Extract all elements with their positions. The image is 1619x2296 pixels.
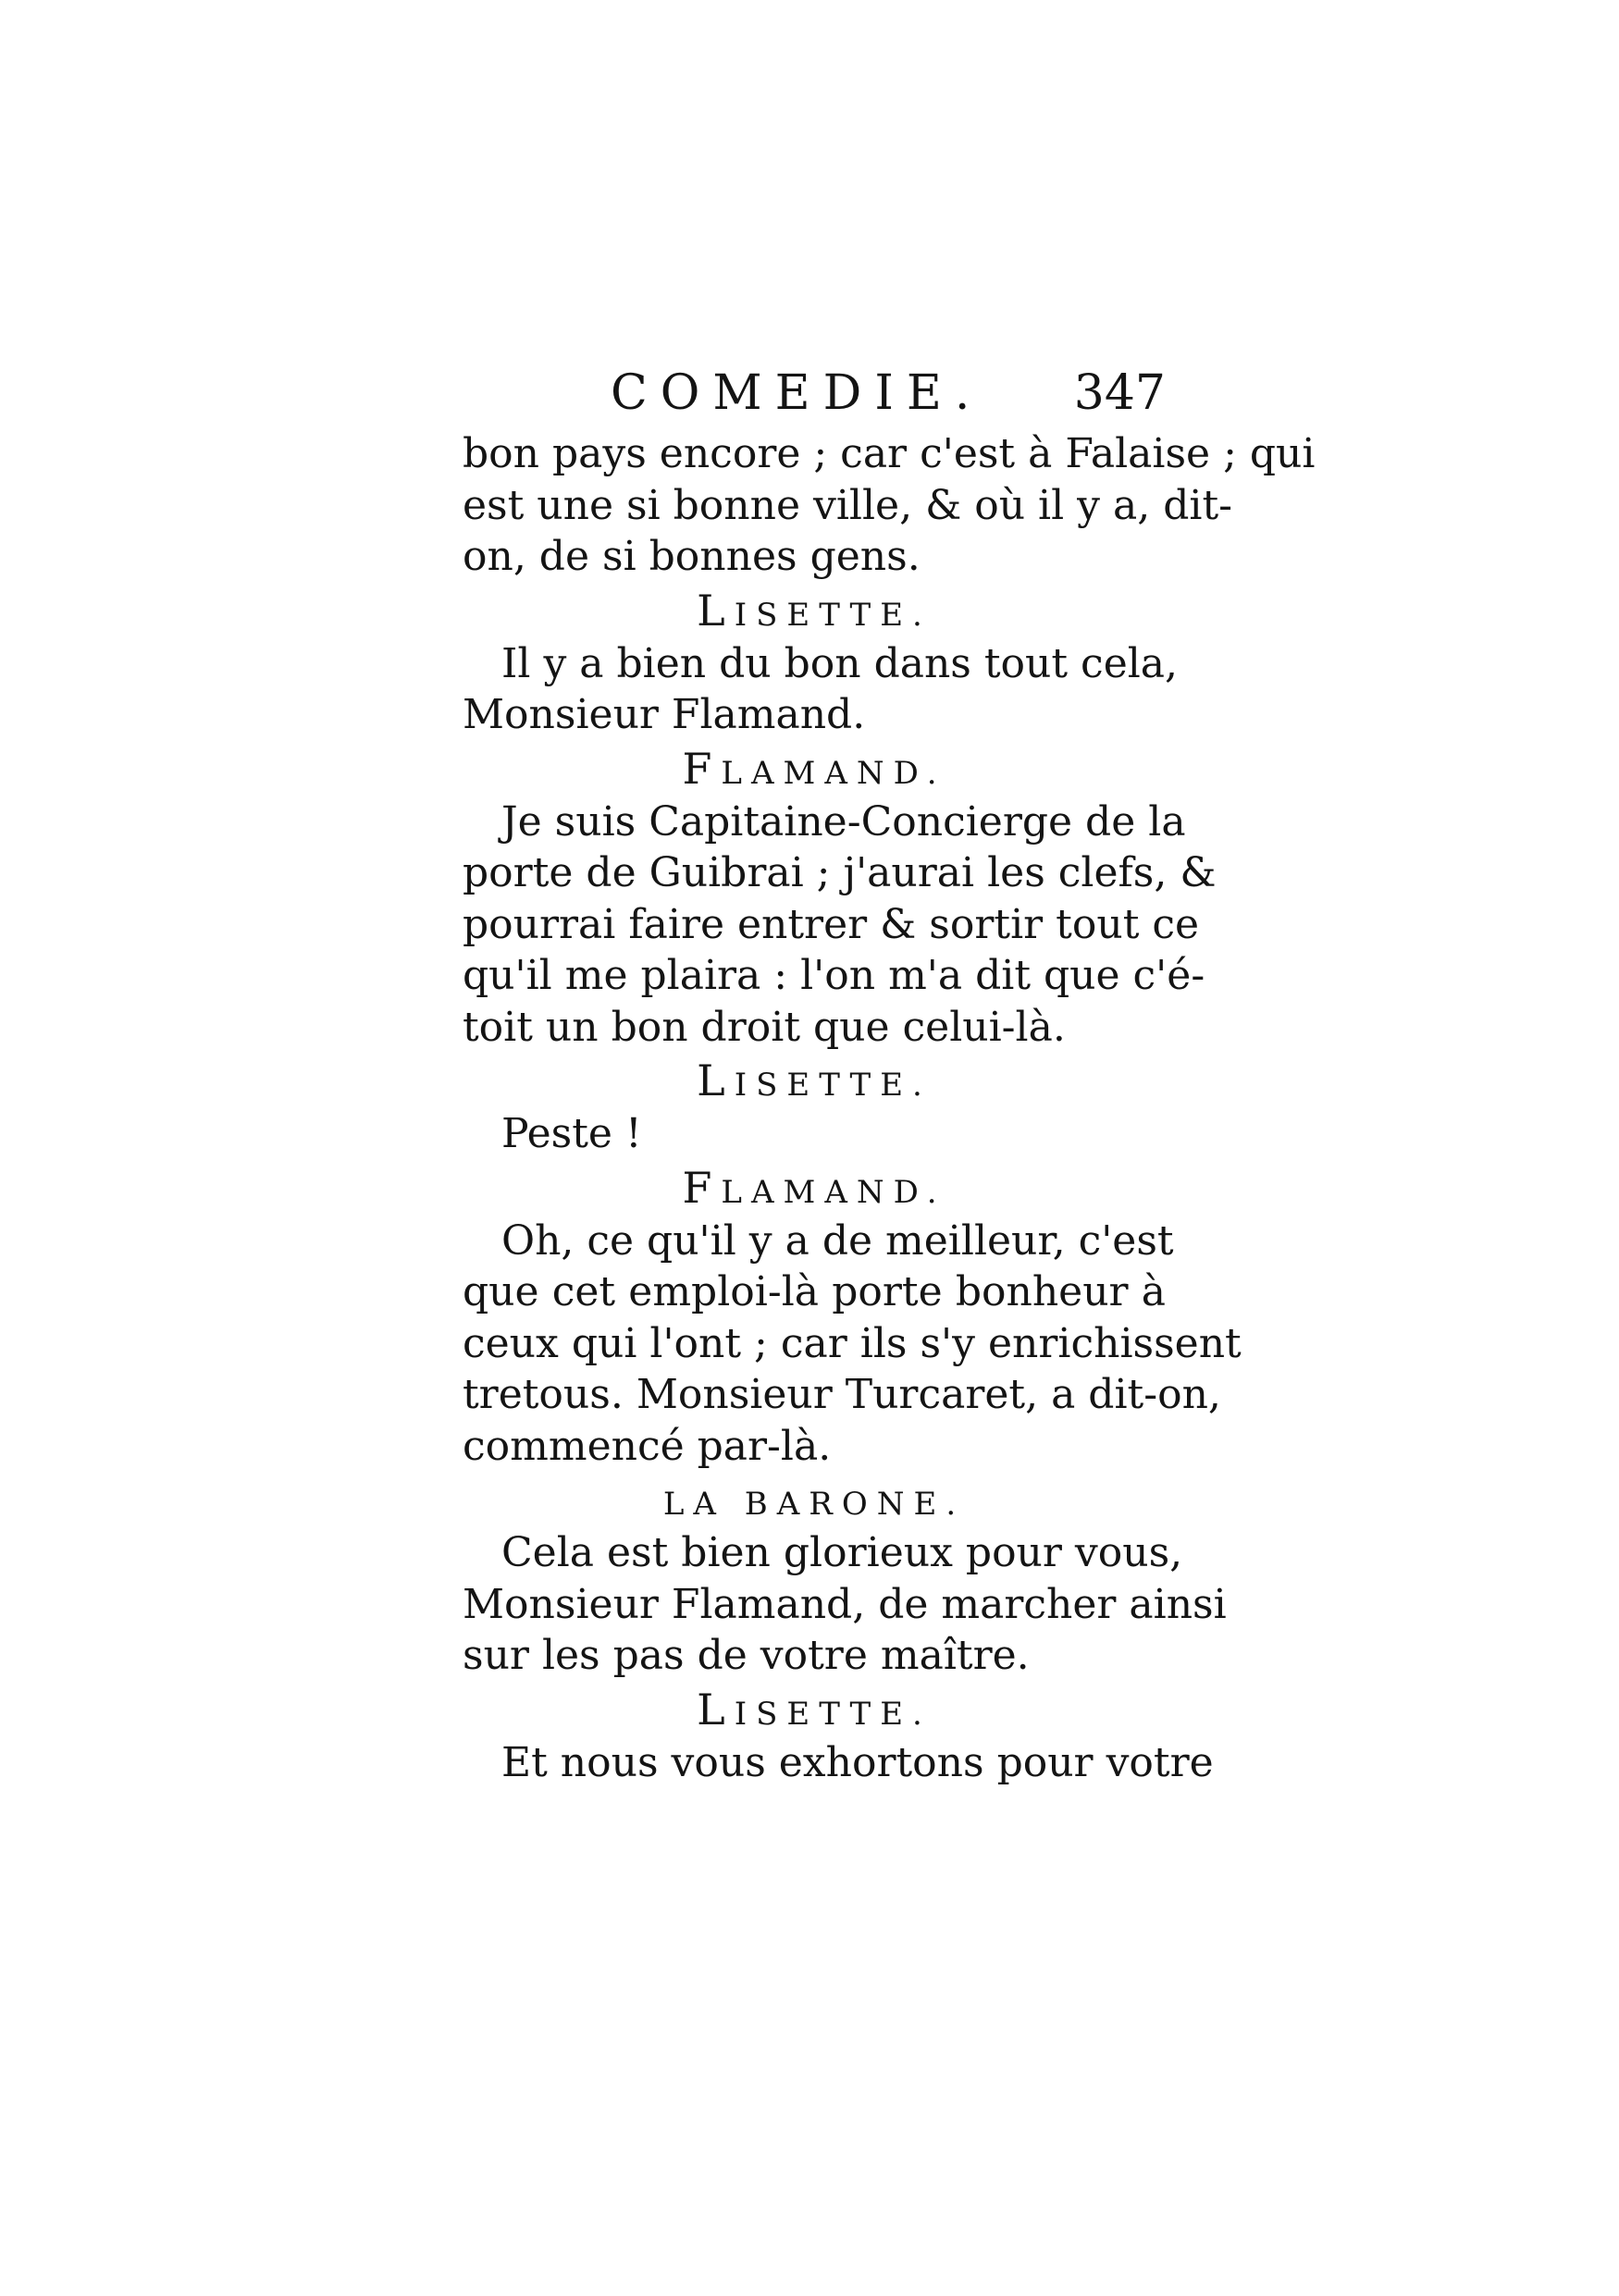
running-title: COMEDIE. bbox=[611, 365, 983, 421]
text-line: Monsieur Flamand. bbox=[463, 691, 866, 738]
text-line: Et nous vous exhortons pour votre bbox=[501, 1738, 1214, 1786]
speaker-rest: LAMAND. bbox=[721, 1173, 946, 1211]
speaker-name bbox=[463, 583, 1166, 638]
text-line: porte de Guibrai ; j'aurai les clefs, & bbox=[463, 849, 1217, 896]
text-line: Oh, ce qu'il y a de meilleur, c'est bbox=[501, 1216, 1174, 1265]
text-line: est une si bonne ville, & où il y a, dit- bbox=[463, 481, 1233, 529]
text-line: Cela est bien glorieux pour vous, bbox=[501, 1529, 1183, 1576]
text-line: commencé par-là. bbox=[463, 1422, 832, 1470]
speaker-rest: LAMAND. bbox=[721, 754, 946, 792]
speaker-name bbox=[463, 741, 1166, 796]
speaker-initial: L bbox=[697, 1055, 735, 1105]
text-line: toit un bon droit que celui-là. bbox=[463, 1003, 1066, 1051]
text-line: que cet emploi-là porte bonheur à bbox=[463, 1268, 1166, 1315]
text-line: sur les pas de votre maître. bbox=[463, 1632, 1030, 1679]
speaker-name bbox=[463, 1160, 1166, 1216]
text-line: Monsieur Flamand, de marcher ainsi bbox=[463, 1580, 1227, 1628]
speaker-initial: F bbox=[682, 743, 722, 794]
speaker-name bbox=[463, 1053, 1166, 1108]
speaker-initial: L bbox=[697, 1684, 735, 1734]
speaker-rest: ISETTE. bbox=[734, 1067, 932, 1104]
text-line: qu'il me plaira : l'on m'a dit que c'é- bbox=[463, 952, 1205, 999]
page-header bbox=[463, 356, 1166, 430]
text-line: pourrai faire entrer & sortir tout ce bbox=[463, 900, 1200, 948]
text-line: Peste ! bbox=[501, 1110, 642, 1157]
play-text bbox=[463, 428, 1316, 1788]
speaker-rest: ISETTE. bbox=[734, 1695, 932, 1733]
speaker-rest: LA BARONE. bbox=[662, 1486, 966, 1523]
text-line: on, de si bonnes gens. bbox=[463, 533, 921, 580]
speaker-initial: F bbox=[682, 1162, 722, 1213]
speaker-name bbox=[463, 1472, 1166, 1527]
text-line: bon pays encore ; car c'est à Falaise ; qui bbox=[463, 430, 1316, 477]
text-line: ceux qui l'ont ; car ils s'y enrichissent bbox=[463, 1319, 1242, 1367]
text-line: tretous. Monsieur Turcaret, a dit-on, bbox=[463, 1371, 1221, 1418]
page-number: 347 bbox=[1073, 365, 1166, 421]
speaker-rest: ISETTE. bbox=[734, 596, 932, 634]
speaker-initial: L bbox=[697, 585, 735, 636]
text-line: Il y a bien du bon dans tout cela, bbox=[501, 639, 1179, 687]
speaker-name bbox=[463, 1682, 1166, 1737]
text-line: Je suis Capitaine-Concierge de la bbox=[501, 797, 1186, 846]
